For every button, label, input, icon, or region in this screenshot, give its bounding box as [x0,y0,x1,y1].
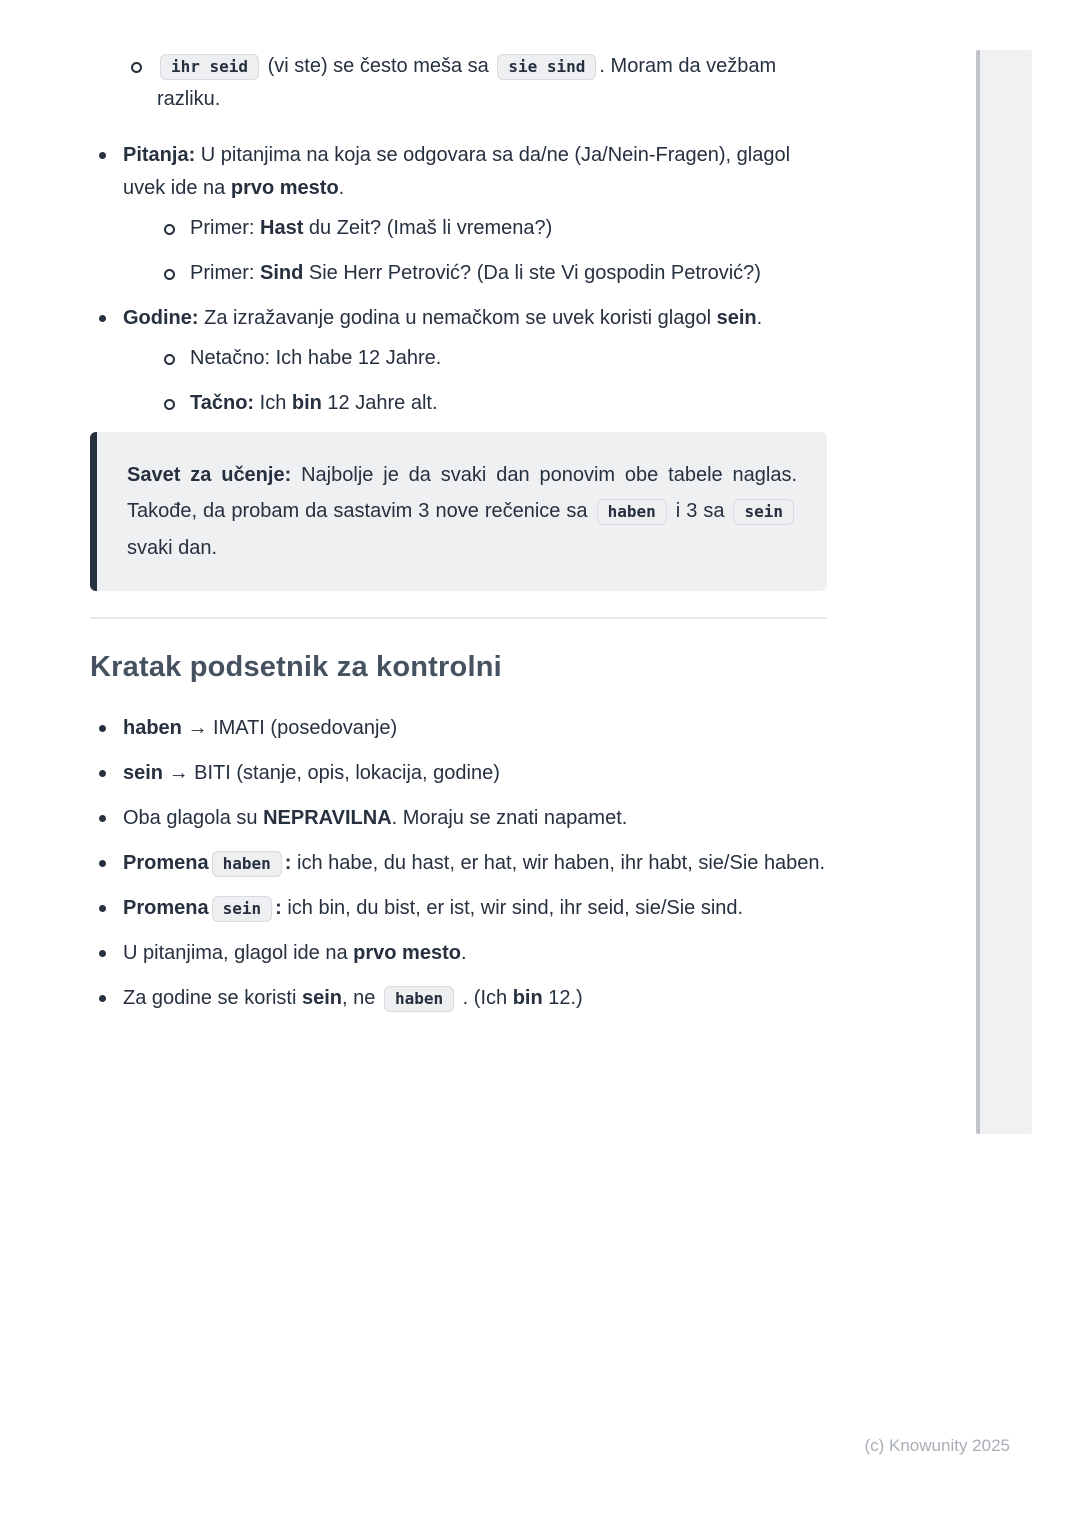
scrollbar-track[interactable] [976,50,1032,1134]
bold-text: : [275,897,282,919]
bold-text: haben [123,717,182,739]
bold-text: Savet za učenje: [127,464,292,486]
list-item-text: Za godine se koristi sein, ne haben . (Ich bin 12.) [123,987,583,1009]
bold-text: bin [512,987,543,1009]
inline-code-chip: haben [597,499,667,525]
bold-text: Promena [123,852,209,874]
list-item [157,387,827,420]
list-item-text: Godine: Za izražavanje godina u nemačkom se uvek koristi glagol sein. [123,307,763,329]
summary-bullet-list [90,712,827,1015]
bold-text: prvo mesto [353,942,461,964]
bold-text: bin [291,392,322,414]
sub-bullet-list [123,342,827,420]
list-item-text: haben → IMATI (posedovanje) [123,717,398,739]
bold-text: prvo mesto [230,177,339,199]
list-item-text: Promena haben : ich habe, du hast, er hat, wir haben, ihr habt, sie/Sie haben. [123,852,825,874]
list-item-text: Promena sein : ich bin, du bist, er ist, wir sind, ihr seid, sie/Sie sind. [123,897,743,919]
list-item [157,212,827,245]
list-item [90,757,827,790]
list-item [90,892,827,925]
list-item-text: Netačno: Ich habe 12 Jahre. [190,347,442,369]
bold-text: Hast [260,217,304,239]
list-item-text: ihr seid (vi ste) se često meša sa sie sind . Moram da vežbam razliku. [157,55,777,110]
list-item-text: sein → BITI (stanje, opis, lokacija, godine) [123,762,500,784]
bold-text: Promena [123,897,209,919]
bold-text: sein [716,307,757,329]
list-item [90,139,827,290]
list-item [90,712,827,745]
bold-text: NEPRAVILNA [263,807,392,829]
bold-text: sein [123,762,164,784]
list-item [90,302,827,420]
sub-bullet-list [90,50,827,116]
inline-code-chip: sie sind [497,54,596,80]
inline-code-chip: ihr seid [160,54,259,80]
bold-text: Sind [260,262,304,284]
list-item [90,802,827,835]
list-item-text: Oba glagola su NEPRAVILNA. Moraju se znati napamet. [123,807,628,829]
bold-text: Pitanja: [123,144,196,166]
callout-text: Savet za učenje: Najbolje je da svaki dan ponovim obe tabele naglas. Takođe, da probam da sastavim 3 nove rečenice sa haben i 3 sa sein svaki dan. [127,464,797,559]
document-content [90,0,827,1027]
list-item [157,257,827,290]
inline-code-chip: sein [212,896,273,922]
tip-callout [90,432,827,591]
inline-code-chip: haben [384,986,454,1012]
list-item [90,847,827,880]
list-item [157,342,827,375]
list-item-text: Primer: Hast du Zeit? (Imaš li vremena?) [190,217,553,239]
section-divider [90,617,827,619]
list-item [124,50,827,116]
list-item-text: U pitanjima, glagol ide na prvo mesto. [123,942,467,964]
copyright-text: (c) Knowunity 2025 [864,1436,1010,1455]
inline-code-chip: haben [212,851,282,877]
section-heading: Kratak podsetnik za kontrolni [90,651,502,683]
bold-text: sein [301,987,343,1009]
inline-code-chip: sein [733,499,794,525]
list-item-text: Primer: Sind Sie Herr Petrović? (Da li ste Vi gospodin Petrović?) [190,262,761,284]
bold-text: Tačno: [190,392,255,414]
bold-text: : [284,852,292,874]
bullet-list [90,139,827,420]
page-footer [864,1436,1010,1456]
list-item [90,982,827,1015]
list-item-text: Tačno: Ich bin 12 Jahre alt. [190,392,438,414]
list-item-text: Pitanja: U pitanjima na koja se odgovara sa da/ne (Ja/Nein-Fragen), glagol uvek ide na prvo mesto. [123,144,791,199]
list-item [90,937,827,970]
bold-text: Godine: [123,307,199,329]
sub-bullet-list [123,212,827,290]
